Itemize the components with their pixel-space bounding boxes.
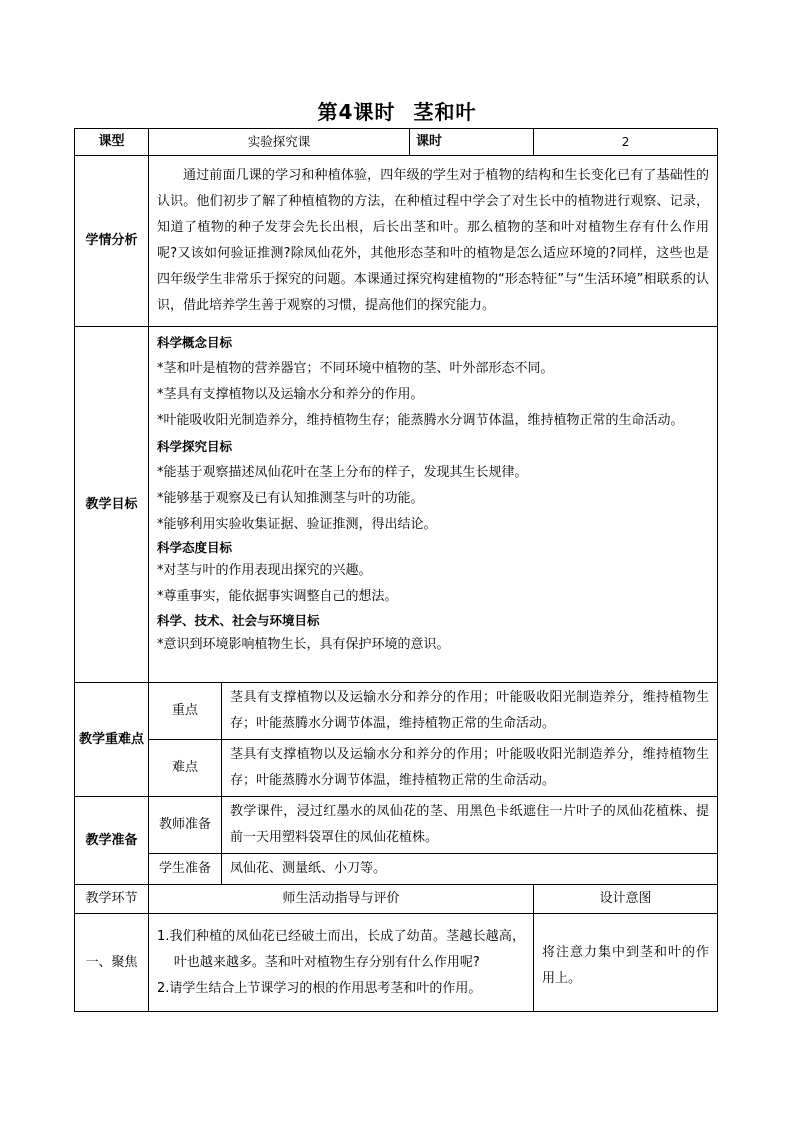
difficulty-row xyxy=(75,740,718,797)
focus-row xyxy=(75,914,718,1012)
lesson-plan-table xyxy=(74,128,718,1012)
key-point-text: 茎具有支撑植物以及运输水分和养分的作用；叶能吸收阳光制造养分，维持植物生存；叶能蒸腾水分调节体温，维持植物正常的生命活动。 xyxy=(222,683,718,740)
key-point-row xyxy=(75,683,718,740)
goals-label: 教学目标 xyxy=(75,327,149,683)
course-type-value: 实验探究课 xyxy=(149,129,410,156)
goal-item: *能基于观察描述凤仙花叶在茎上分布的样子，发现其生长规律。 xyxy=(157,465,528,480)
course-row xyxy=(75,129,718,156)
intent-header: 设计意图 xyxy=(534,885,718,914)
focus-item: 1.我们种植的凤仙花已经破土而出，长成了幼苗。茎越长越高，叶也越来越多。茎和叶对植物生存分别有什么作用呢? xyxy=(157,928,526,970)
difficulty-text: 茎具有支撑植物以及运输水分和养分的作用；叶能吸收阳光制造养分，维持植物生存；叶能蒸腾水分调节体温，维持植物正常的生命活动。 xyxy=(222,740,718,797)
focus-stage: 一、聚焦 xyxy=(75,914,149,1012)
process-header-row xyxy=(75,885,718,914)
prep-label: 教学准备 xyxy=(75,797,149,885)
teacher-prep-text: 教学课件，浸过红墨水的凤仙花的茎、用黑色卡纸遮住一片叶子的凤仙花植株、提前一天用塑料袋罩住的凤仙花植株。 xyxy=(222,797,718,854)
focus-item: 2.请学生结合上节课学习的根的作用思考茎和叶的作用。 xyxy=(157,980,482,996)
teacher-prep-row xyxy=(75,797,718,854)
analysis-text: 通过前面几课的学习和种植体验，四年级的学生对于植物的结构和生长变化已有了基础性的认识。他们初步了解了种植植物的方法，在种植过程中学会了对生长中的植物进行观察、记录，知道了植物的种子发芽会先长出根，后长出茎和叶。那么植物的茎和叶对植物生存有什么作用呢?又该如何验证推测?除凤仙花外，其他形态茎和叶的植物是怎么适应环境的?同样，这些也是四年级学生非常乐于探究的问题。本课通过探究构建植物的“形态特征”与“生活环境”相联系的认识，借此培养学生善于观察的习惯，提高他们的探究能力。 xyxy=(149,156,718,327)
keypoints-label: 教学重难点 xyxy=(75,683,149,797)
focus-intent: 将注意力集中到茎和叶的作用上。 xyxy=(534,914,718,1012)
goal-heading-inquiry: 科学探究目标 xyxy=(157,439,233,454)
goal-item: *对茎与叶的作用表现出探究的兴趣。 xyxy=(157,563,372,578)
lesson-number: 第4课时 xyxy=(317,100,396,124)
student-prep-label: 学生准备 xyxy=(149,854,222,885)
page-title xyxy=(0,96,794,125)
analysis-label: 学情分析 xyxy=(75,156,149,327)
goal-item: *茎和叶是植物的营养器官；不同环境中植物的茎、叶外部形态不同。 xyxy=(157,361,554,376)
difficulty-label: 难点 xyxy=(149,740,222,797)
course-hours-label: 课时 xyxy=(410,129,534,156)
key-point-label: 重点 xyxy=(149,683,222,740)
goal-heading-stse: 科学、技术、社会与环境目标 xyxy=(157,613,320,628)
goal-item: *茎具有支撑植物以及运输水分和养分的作用。 xyxy=(157,387,424,402)
course-type-label: 课型 xyxy=(75,129,149,156)
goal-item: *意识到环境影响植物生长，具有保护环境的意识。 xyxy=(157,637,450,652)
goal-heading-attitude: 科学态度目标 xyxy=(157,540,233,555)
lesson-topic: 茎和叶 xyxy=(413,100,477,124)
student-prep-row xyxy=(75,854,718,885)
stage-header: 教学环节 xyxy=(75,885,149,914)
goal-item: *尊重事实，能依据事实调整自己的想法。 xyxy=(157,589,398,604)
goal-item: *能够利用实验收集证据、验证推测，得出结论。 xyxy=(157,517,437,532)
goal-heading-concept: 科学概念目标 xyxy=(157,335,233,350)
analysis-row xyxy=(75,156,718,327)
activity-header: 师生活动指导与评价 xyxy=(149,885,534,914)
course-hours-value: 2 xyxy=(534,129,718,156)
goal-item: *能够基于观察及已有认知推测茎与叶的功能。 xyxy=(157,491,424,506)
focus-activity xyxy=(149,914,534,1012)
teacher-prep-label: 教师准备 xyxy=(149,797,222,854)
goals-row xyxy=(75,327,718,683)
student-prep-text: 凤仙花、测量纸、小刀等。 xyxy=(222,854,718,885)
goal-item: *叶能吸收阳光制造养分，维持植物生存；能蒸腾水分调节体温，维持植物正常的生命活动。 xyxy=(157,413,684,428)
